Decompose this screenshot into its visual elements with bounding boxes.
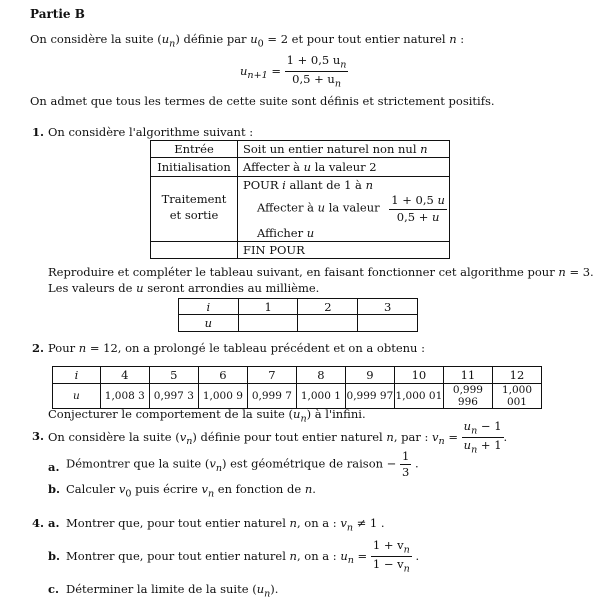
q4a-text: Montrer que, pour tout entier naturel n, on a : $v_n \ne 1$ . bbox=[66, 516, 385, 534]
q1-number: 1. bbox=[32, 125, 45, 139]
values-table-cell: 1,000 9 bbox=[198, 384, 247, 409]
values-table-cell: 0,997 3 bbox=[149, 384, 198, 409]
q4-number: 4. bbox=[32, 516, 45, 530]
values-table bbox=[52, 366, 542, 409]
q4c-label: c. bbox=[48, 582, 60, 596]
small-table-cell: 3 bbox=[358, 299, 418, 315]
values-table-cell: 7 bbox=[247, 367, 296, 384]
q3a-text: Démontrer que la suite $(v_n)$ est géométrique de raison − $\frac{1}{3}$ . bbox=[66, 449, 419, 480]
small-table-empty-cell bbox=[298, 315, 358, 332]
q1-instruction-1: Reproduire et compléter le tableau suivant, en faisant fonctionner cet algorithme pour n = 3. bbox=[48, 265, 594, 279]
values-table-cell: 1,000 1 bbox=[296, 384, 345, 409]
small-table-cell: 2 bbox=[298, 299, 358, 315]
small-table-cell: u bbox=[179, 315, 239, 332]
q3-number: 3. bbox=[32, 429, 45, 443]
small-table-cell: 1 bbox=[238, 299, 298, 315]
values-table-cell: 1,000 001 bbox=[492, 384, 541, 409]
small-table-empty-cell bbox=[238, 315, 298, 332]
algorithm-table bbox=[150, 140, 450, 259]
q1-text: On considère l'algorithme suivant : bbox=[48, 125, 254, 139]
algo-init-label: Initialisation bbox=[151, 158, 238, 177]
algo-traitement-body: POUR i allant de 1 à n Affecter à u la valeur $\frac{1 + 0,5 u}{0,5 + u}$ Afficher u bbox=[238, 177, 450, 242]
q4b-text: Montrer que, pour tout entier naturel n, on a : $u_n$ = $\frac{1 + v_n}{1 - v_n}$ . bbox=[66, 538, 420, 575]
values-table-cell: 0,999 97 bbox=[345, 384, 394, 409]
values-table-cell: 8 bbox=[296, 367, 345, 384]
q2-conjecture: Conjecturer le comportement de la suite $(u_n)$ à l'infini. bbox=[48, 407, 366, 425]
small-table-cell: i bbox=[179, 299, 239, 315]
q3b-text: Calculer $v_0$ puis écrire $v_n$ en fonction de n. bbox=[66, 482, 316, 500]
q3a-label: a. bbox=[48, 460, 60, 474]
small-table bbox=[178, 298, 418, 332]
q4c-text: Déterminer la limite de la suite $(u_n)$. bbox=[66, 582, 279, 600]
values-table-cell: 11 bbox=[443, 367, 492, 384]
q2-text: Pour n = 12, on a prolongé le tableau précédent et on a obtenu : bbox=[48, 341, 425, 355]
algo-entree-label: Entrée bbox=[151, 141, 238, 158]
values-table-cell: 0,999 7 bbox=[247, 384, 296, 409]
algo-entree-value: Soit un entier naturel non nul n bbox=[238, 141, 450, 158]
values-table-cell: 10 bbox=[394, 367, 443, 384]
values-table-cell: 1,008 3 bbox=[100, 384, 149, 409]
q4b-label: b. bbox=[48, 549, 61, 563]
values-table-cell: 6 bbox=[198, 367, 247, 384]
values-table-cell: 9 bbox=[345, 367, 394, 384]
q2-number: 2. bbox=[32, 341, 45, 355]
values-table-cell: u bbox=[53, 384, 101, 409]
q4a-label: a. bbox=[48, 516, 60, 530]
intro-line-2: On admet que tous les termes de cette suite sont définis et strictement positifs. bbox=[30, 94, 495, 108]
values-table-cell: i bbox=[53, 367, 101, 384]
values-table-cell: 12 bbox=[492, 367, 541, 384]
values-table-cell: 5 bbox=[149, 367, 198, 384]
values-table-cell: 0,999 996 bbox=[443, 384, 492, 409]
values-table-cell: 1,000 01 bbox=[394, 384, 443, 409]
q1-instruction-2: Les valeurs de u seront arrondies au millième. bbox=[48, 281, 320, 295]
algo-traitement-label: Traitement et sortie bbox=[151, 177, 238, 242]
algo-fin-empty bbox=[151, 242, 238, 259]
algo-init-value: Affecter à u la valeur 2 bbox=[238, 158, 450, 177]
small-table-empty-cell bbox=[358, 315, 418, 332]
recurrence-formula: $u_{n+1}$ = $\frac{1 + 0,5 u_n}{0,5 + u_n}$ bbox=[240, 53, 347, 90]
q3b-label: b. bbox=[48, 482, 61, 496]
q3-text: On considère la suite $(v_n)$ définie pour tout entier naturel n, par : $v_n$ = $\frac{u_n - 1}{u_n + 1}$ . bbox=[48, 419, 508, 456]
values-table-cell: 4 bbox=[100, 367, 149, 384]
algo-fin-pour: FIN POUR bbox=[238, 242, 450, 259]
intro-line-1: On considère la suite $(u_n)$ définie par $u_0 = 2$ et pour tout entier naturel n : bbox=[30, 32, 465, 50]
section-title: Partie B bbox=[30, 7, 85, 21]
